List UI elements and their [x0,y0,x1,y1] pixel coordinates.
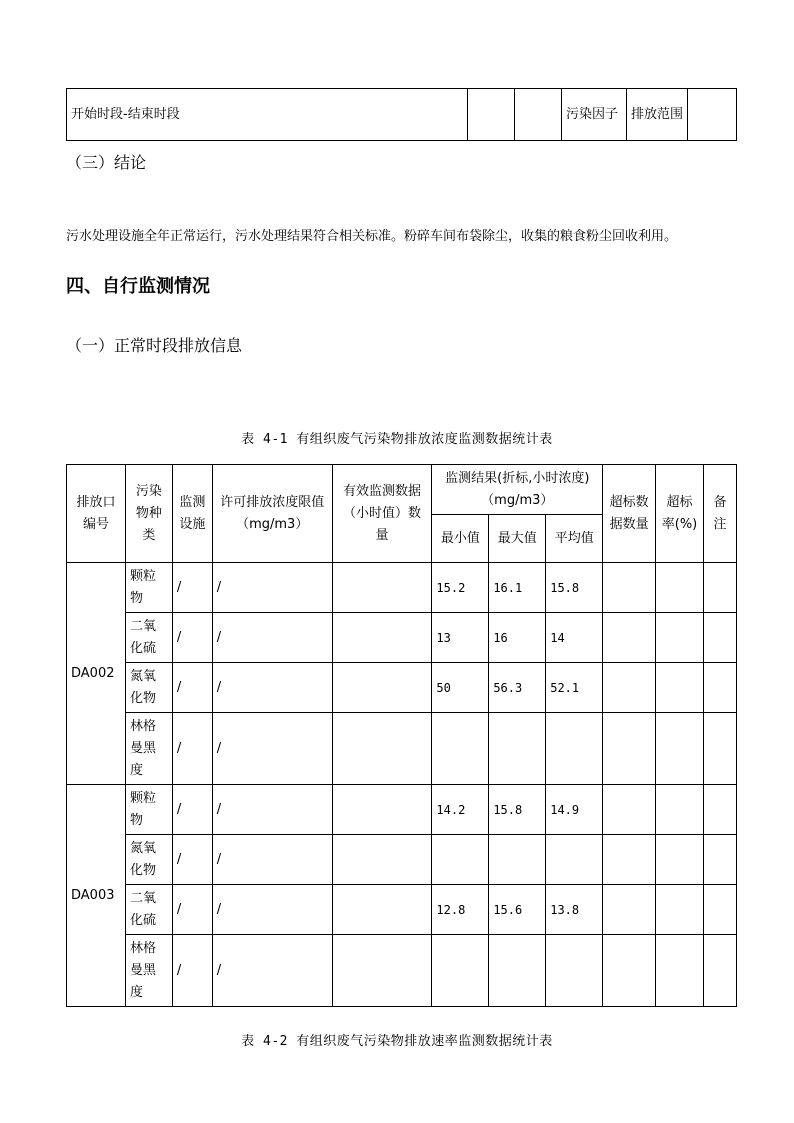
outlet-cell: DA003 [67,785,126,1007]
avg-cell: 52.1 [546,663,603,713]
table-row [67,663,737,713]
pollutant-cell: 颗粒物 [125,563,172,613]
exceed-count-cell [603,785,656,835]
pollutant-cell: 氮氧化物 [125,663,172,713]
facility-cell: / [172,713,212,785]
min-cell: 14.2 [432,785,489,835]
max-cell: 16 [489,613,546,663]
count-cell [332,885,432,935]
max-cell [489,835,546,885]
pollutant-cell: 氮氧化物 [125,835,172,885]
pollutant-cell: 林格曼黑度 [125,935,172,1007]
exceed-count-cell [603,713,656,785]
note-cell [703,935,736,1007]
facility-cell: / [172,663,212,713]
note-cell [703,563,736,613]
table1 [66,464,737,1007]
exceed-rate-cell [656,835,704,885]
count-cell [332,713,432,785]
exceed-count-cell [603,613,656,663]
note-cell [703,713,736,785]
exceed-count-cell [603,663,656,713]
exceed-rate-cell [656,663,704,713]
pollutant-cell: 二氧化硫 [125,613,172,663]
table-row [67,563,737,613]
exceed-rate-cell [656,785,704,835]
exceed-count-cell [603,835,656,885]
range-cell: 排放范围 [627,89,688,141]
max-cell: 16.1 [489,563,546,613]
outlet-cell: DA002 [67,563,126,785]
header-exceed-count: 超标数据数量 [603,465,656,563]
avg-cell [546,935,603,1007]
avg-cell [546,835,603,885]
header-count: 有效监测数据（小时值）数量 [332,465,432,563]
section4-heading: 四、自行监测情况 [66,276,210,297]
pollutant-cell: 林格曼黑度 [125,713,172,785]
limit-cell: / [212,935,332,1007]
exceed-rate-cell [656,885,704,935]
table-row [67,885,737,935]
table-row [67,935,737,1007]
exceed-count-cell [603,885,656,935]
limit-cell: / [212,885,332,935]
exceed-count-cell [603,563,656,613]
note-cell [703,785,736,835]
count-cell [332,613,432,663]
table2-caption: 表 4-2 有组织废气污染物排放速率监测数据统计表 [241,1034,553,1049]
empty-cell [515,89,562,141]
max-cell: 15.6 [489,885,546,935]
note-cell [703,835,736,885]
max-cell [489,935,546,1007]
facility-cell: / [172,935,212,1007]
exceed-rate-cell [656,613,704,663]
empty-cell [688,89,737,141]
avg-cell [546,713,603,785]
limit-cell: / [212,785,332,835]
empty-cell [468,89,515,141]
header-facility: 监测设施 [172,465,212,563]
table-row [67,713,737,785]
table-row [67,613,737,663]
max-cell [489,713,546,785]
count-cell [332,785,432,835]
avg-cell: 14.9 [546,785,603,835]
note-cell [703,613,736,663]
period-cell: 开始时段-结束时段 [67,89,468,141]
table-row [67,835,737,885]
header-outlet: 排放口编号 [67,465,126,563]
note-cell [703,885,736,935]
avg-cell: 15.8 [546,563,603,613]
limit-cell: / [212,613,332,663]
pollutant-cell: 二氧化硫 [125,885,172,935]
subsection1-heading: （一）正常时段排放信息 [66,336,243,355]
header-result: 监测结果(折标,小时浓度)（mg/m3） [432,465,603,515]
exceed-count-cell [603,935,656,1007]
top-table [66,88,737,141]
section-conclusion-heading: （三）结论 [66,153,147,172]
count-cell [332,563,432,613]
min-cell: 50 [432,663,489,713]
max-cell: 15.8 [489,785,546,835]
avg-cell: 13.8 [546,885,603,935]
pollutant-cell: 颗粒物 [125,785,172,835]
count-cell [332,663,432,713]
min-cell: 15.2 [432,563,489,613]
header-avg: 平均值 [546,515,603,563]
note-cell [703,663,736,713]
header-pollutant: 污染物种类 [125,465,172,563]
factor-cell: 污染因子 [562,89,627,141]
count-cell [332,935,432,1007]
exceed-rate-cell [656,713,704,785]
min-cell [432,935,489,1007]
limit-cell: / [212,563,332,613]
header-limit: 许可排放浓度限值（mg/m3） [212,465,332,563]
facility-cell: / [172,613,212,663]
max-cell: 56.3 [489,663,546,713]
min-cell: 12.8 [432,885,489,935]
facility-cell: / [172,885,212,935]
count-cell [332,835,432,885]
header-max: 最大值 [489,515,546,563]
conclusion-paragraph: 污水处理设施全年正常运行，污水处理结果符合相关标准。粉碎车间布袋除尘，收集的粮食粉尘回收利用。 [66,229,678,244]
table-row [67,785,737,835]
avg-cell: 14 [546,613,603,663]
exceed-rate-cell [656,563,704,613]
facility-cell: / [172,563,212,613]
limit-cell: / [212,835,332,885]
header-exceed-rate: 超标率(%) [656,465,704,563]
min-cell: 13 [432,613,489,663]
facility-cell: / [172,835,212,885]
table1-caption: 表 4-1 有组织废气污染物排放浓度监测数据统计表 [241,432,553,447]
min-cell [432,713,489,785]
exceed-rate-cell [656,935,704,1007]
limit-cell: / [212,663,332,713]
facility-cell: / [172,785,212,835]
min-cell [432,835,489,885]
header-note: 备注 [703,465,736,563]
limit-cell: / [212,713,332,785]
header-min: 最小值 [432,515,489,563]
